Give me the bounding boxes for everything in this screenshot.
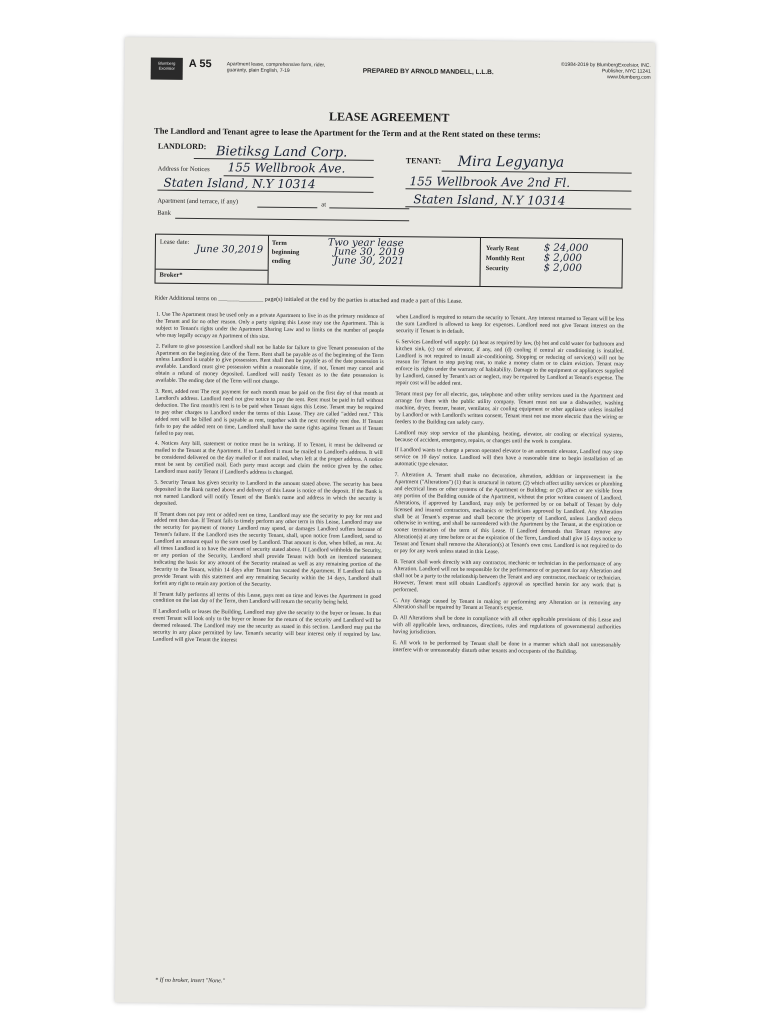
- clause-service-stop: Landlord may stop service of the plumbing, heating, elevator, air cooling or electrical systems, because of accident, emergency, repairs, or changes until the work is complete.: [394, 429, 623, 445]
- yearly-rent-value: $ 24,000: [543, 242, 589, 255]
- copyright-notice: ©1984-2019 by BlumbergExcelsior, INC. Publisher, NYC 11241 www.blumberg.com: [560, 61, 651, 81]
- clause-possession: 2. Failure to give possession Landlord shall not be liable for failure to give Tenant possession of the Apartment on the beginning date of the Term. Rent shall be payable as of the beginning of the Term unless Landlord is unable to give possession. Rent shall then be payable as of the date possession is available. Landlord must give possession within a reasonable time, if not, Tenant may cancel and obtain a refund of money deposited. Landlord will notify Tenant as to the date possession is available. The ending date of the Term will not change.: [155, 343, 384, 386]
- clause-security-return: If Tenant fully performs all terms of this Lease, pays rent on time and leaves the Apartment in good condition on the last day of the Term, then Landlord will return the security being held.: [153, 591, 382, 607]
- beginning-label: beginning: [271, 248, 300, 257]
- term-label: Term: [271, 239, 287, 247]
- clause-security: 5. Security Tenant has given security to Landlord in the amount stated above. The security has been deposited in the Bank named above and delivery of this Lease is notice of the deposit. If the Bank is not named Landlord will notify Tenant of the Bank's name and address in which the security is deposited.: [154, 479, 383, 507]
- prepared-by: PREPARED BY ARNOLD MANDELL, L.L.B.: [362, 67, 494, 77]
- clause-utilities: Tenant must pay for all electric, gas, telephone and other utility services used in the Apartment and arrange for them with the public utility company. Tenant must not use a dishwasher, washing machine, dryer, freezer, heater, ventilator, air cooling equipment or other appliance unless installed by Landlord or with Landlord's written consent. Tenant must not use more electric than the wiring or feeders to the Building can safely carry.: [395, 391, 624, 426]
- clause-use: 1. Use The Apartment must be used only as a private Apartment to live in as the primary residence of the Tenant and for no other reason. Only a party signing this Lease may use the Apartment. This is subject to Tenant's rights under the Apartment Sharing Law and to limits on the number of people who may legally occupy an Apartment of this size.: [155, 311, 385, 340]
- clause-security-sale: If Landlord sells or leases the Building, Landlord may give the security to the buyer or lessee. In that event Tenant will look only to the buyer or lessee for the return of the security and Landlord will be deemed released. The Landlord may use the security as stated in this section. Landlord may put the security in any place permitted by law. Tenant's security will bear interest only if required by law. Landlord will give Tenant the interest: [152, 608, 382, 644]
- left-column: [153, 312, 385, 650]
- tenant-address-2: Staten Island, N.Y 10314: [413, 192, 566, 208]
- lease-terms-box: [154, 234, 622, 289]
- landlord-label: LANDLORD:: [157, 141, 207, 152]
- tenant-name: Mira Legyanya: [457, 153, 565, 171]
- clause-alteration-a: 7. Alteration A. Tenant shall make no decoration, alteration, addition or improvement in the Apartment ("Alterations") (1) that is structural in nature; (2) which affect utility services or plumbing and electrical lines or other systems of the Apartment or Building; or (3) affect or are visible from any portion of the Building outside of the Apartment, without the prior written consent of Landlord. Alterations, if approved by Landlord, may only be performed by or on behalf of Tenant by duly licensed and insured contractors, mechanics or technicians approved by Landlord. Any Alteration shall be at Tenant's expense and shall become the property of Landlord, unless Landlord elects otherwise in writing, and shall be surrendered with the Apartment by the Tenant, at the expiration or sooner termination of the term of this Lease. If Landlord demands that Tenant remove any Alteration(s) at any time before or at the expiration of the Term, Landlord shall give 15 days notice to Tenant and Tenant shall remove the Alteration(s) at Tenant's own cost. Landlord is not required to do or pay for any work unless stated in this Lease.: [393, 472, 623, 556]
- term-value: Two year lease: [327, 237, 404, 250]
- apartment-label: Apartment (and terrace, if any): [157, 197, 239, 206]
- rider-line: Rider Additional terms on _______________ page(s) initialed at the end by the parties is attached and made a part of this Lease.: [154, 295, 463, 305]
- lease-date-value: June 30,2019: [195, 244, 264, 256]
- page-title: LEASE AGREEMENT: [328, 109, 450, 125]
- broker-label: Broker*: [159, 271, 183, 279]
- beginning-value: June 30, 2019: [333, 246, 405, 259]
- bank-line: [175, 218, 409, 221]
- at-label: at: [321, 201, 327, 209]
- lease-date-label: Lease date:: [159, 238, 190, 246]
- bank-label: Bank: [157, 209, 171, 217]
- clause-elevator: If Landlord wants to change a person operated elevator to an automatic elevator, Landlord may stop service on 10 days' notice. Landlord will then have a reasonable time to begin installation of an automatic type elevator.: [394, 447, 623, 468]
- address-notices-label: Address for Notices: [157, 165, 210, 174]
- monthly-rent-label: Monthly Rent: [485, 255, 525, 263]
- clause-interest: when Landlord is required to return the security to Tenant. Any interest returned to Tenant will be less the sum Landlord is allowed to keep for expenses. Landlord need not give Tenant interest on the security if Tenant is in default.: [395, 314, 625, 335]
- lease-body: [149, 312, 626, 967]
- clause-alteration-e: E. All work to be performed by Tenant shall be done in a manner which shall not unreasonably interfere with or unreasonably disturb other tenants and occupants of the Building.: [392, 640, 621, 655]
- clause-security-use: If Tenant does not pay rent or added rent on time, Landlord may use the security to pay for rent and added rent then due. If Tenant fails to timely perform any other term in this Lease, Landlord may use the security for payment of money Landlord may spend, or damages Landlord suffers because of Tenant's failure. If the Landlord uses the security Tenant, shall, upon notice from Landlord, send to Landlord an amount equal to the sum used by Landlord. That amount is due, when billed, as rent. At all times Landlord is to have the amount of security stated above. If Landlord withholds the Security, or any portion of the Security, Landlord shall provide Tenant with both an itemized statement indicating the basis for any amount of the Security retained as well as any remaining portion of the Security to the Tenant, within 14 days after Tenant has vacated the Apartment. If Landlord fails to provide Tenant with this statement and any remaining Security within the 14 days, Landlord shall forfeit any right to retain any portion of the Security.: [153, 511, 383, 588]
- clause-rent: 3. Rent, added rent The rent payment for each month must be paid on the first day of that month at Landlord's address. Landlord need not give notice to pay the rent. Rent must be paid in full without deduction. The first month's rent is to be paid when Tenant signs this Lease. Tenant may be required to pay other charges to Landlord under the terms of this Lease. They are called "added rent." This added rent will be billed and is payable as rent, together with the next monthly rent due. If Tenant fails to pay the added rent on time, Landlord shall have the same rights against Tenant as if Tenant failed to pay rent.: [154, 388, 384, 437]
- monthly-rent-value: $ 2,000: [543, 252, 583, 265]
- landlord-address-2: Staten Island, N.Y 10314: [163, 175, 316, 192]
- form-header: [150, 52, 651, 109]
- lease-document: [115, 37, 655, 1007]
- security-value: $ 2,000: [543, 262, 582, 275]
- form-description: Apartment lease, comprehensive form, rider, guaranty, plain English, 7-19: [226, 61, 326, 74]
- tenant-address-1: 155 Wellbrook Ave 2nd Fl.: [409, 174, 571, 190]
- publisher-logo: Blumberg Excelsior: [151, 58, 183, 80]
- tenant-label: TENANT:: [405, 156, 442, 166]
- ending-value: June 30, 2021: [333, 255, 405, 268]
- right-column: [393, 314, 625, 660]
- landlord-name: Bietiksg Land Corp.: [215, 144, 348, 161]
- clause-services: 6. Services Landlord will supply: (a) heat as required by law, (b) hot and cold water for bathroom and kitchen sink, (c) use of elevator, if any, and (d) cooling if central air conditioning is installed. Landlord is not required to install air-conditioning. Stopping or reducing of service(s) will not be reason for Tenant to stop paying rent, to make a money claim or to claim eviction. Tenant may enforce its rights under the warranty of habitability. Damage to the equipment or appliances supplied by Landlord, caused by Tenant's act or neglect, may be repaired by Landlord at Tenant's expense. The repair cost will be added rent.: [395, 338, 624, 387]
- apartment-line: [257, 207, 317, 209]
- landlord-address-1: 155 Wellbrook Ave.: [227, 160, 346, 176]
- form-number: A 55: [188, 57, 212, 71]
- at-line: [329, 207, 409, 209]
- tenant-name-line: [442, 171, 632, 174]
- security-label: Security: [485, 265, 509, 273]
- yearly-rent-label: Yearly Rent: [485, 245, 519, 253]
- footnote: * If no broker, insert "None.": [155, 977, 225, 985]
- intro-text: The Landlord and Tenant agree to lease the Apartment for the Term and at the Rent stated on these terms:: [154, 125, 541, 140]
- clause-alteration-c: C. Any damage caused by Tenant in making or performing any Alteration or in removing any Alteration shall be repaired by Tenant at Tenant's expense.: [393, 597, 622, 612]
- clause-alteration-d: D. All Alterations shall be done in compliance with all other applicable provisions of this Lease and with all applicable laws, ordinances, directions, rules and regulations of governmental authorities having jurisdiction.: [392, 615, 622, 636]
- ending-label: ending: [271, 257, 291, 265]
- clause-notices: 4. Notices Any bill, statement or notice must be in writing. If to Tenant, it must be delivered or mailed to the Tenant at the Apartment. If to Landlord it must be mailed to Landlord's address. It will be considered delivered on the day mailed or if not mailed, when left at the proper address. A notice must be sent by certified mail. Each party must accept and claim the notice given by the other. Landlord must notify Tenant if Landlord's address is changed.: [154, 440, 383, 477]
- clause-alteration-b: B. Tenant shall work directly with any contractor, mechanic or technician in the performance of any Alteration. Landlord will not be responsible for the performance of or payment for any Alteration and shall not be a party to the relationship between the Tenant and any contractor, mechanic or technician. However, Tenant must still obtain Landlord's approval as specified herein for any work that is performed.: [393, 559, 622, 593]
